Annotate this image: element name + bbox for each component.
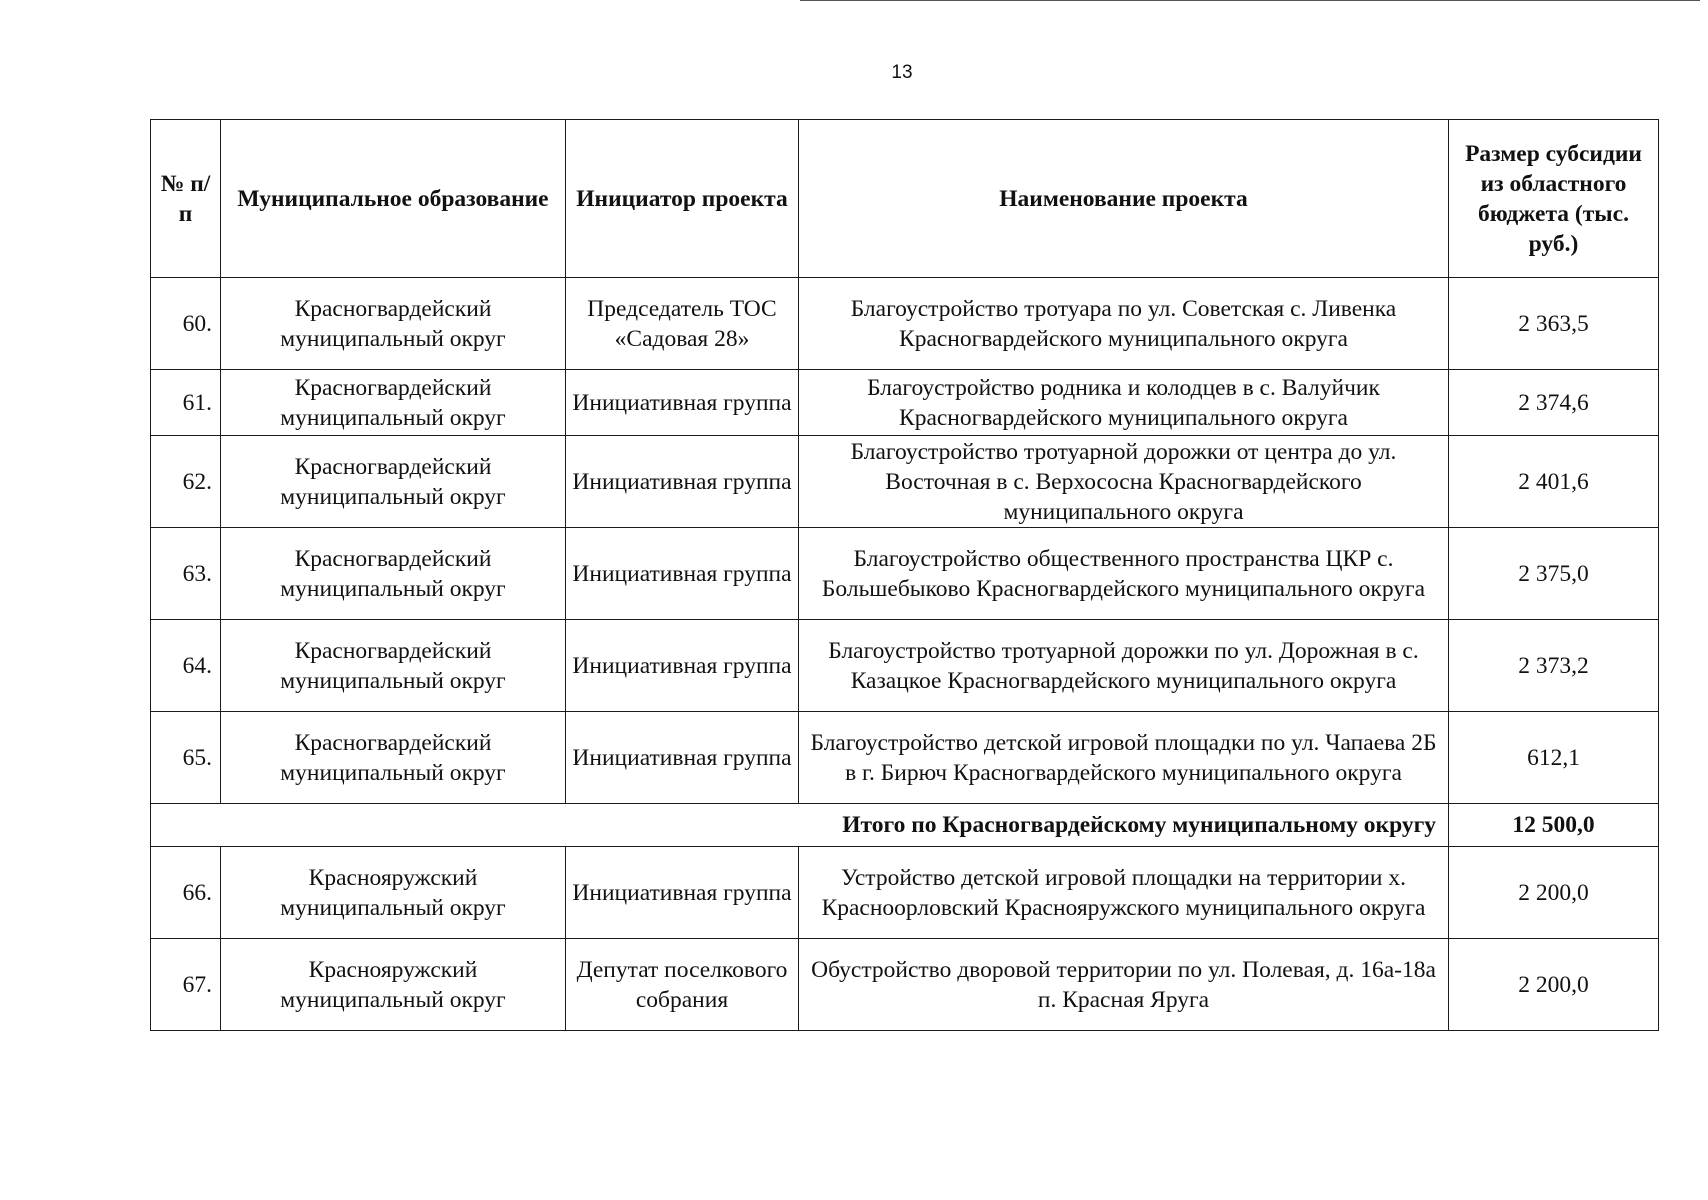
page-number: 13 <box>891 62 913 83</box>
row-municipality: Красногвардейский муниципальный округ <box>221 278 566 370</box>
table-row <box>151 436 1659 528</box>
row-num: 65. <box>151 712 221 804</box>
row-project: Благоустройство тротуарной дорожки от центра до ул. Восточная в с. Верхососна Красногвардейского муниципального округа <box>799 436 1449 528</box>
row-num: 64. <box>151 620 221 712</box>
projects-table <box>150 119 1659 1031</box>
row-initiator: Инициативная группа <box>566 847 799 939</box>
row-project: Благоустройство родника и колодцев в с. Валуйчик Красногвардейского муниципального округа <box>799 370 1449 436</box>
row-municipality: Краснояружский муниципальный округ <box>221 939 566 1031</box>
row-num: 63. <box>151 528 221 620</box>
total-amount: 12 500,0 <box>1449 804 1659 847</box>
total-label: Итого по Красногвардейскому муниципальному округу <box>151 804 1449 847</box>
row-initiator: Инициативная группа <box>566 436 799 528</box>
row-initiator: Инициативная группа <box>566 620 799 712</box>
row-num: 66. <box>151 847 221 939</box>
row-municipality: Красногвардейский муниципальный округ <box>221 712 566 804</box>
row-municipality: Краснояружский муниципальный округ <box>221 847 566 939</box>
table-row <box>151 620 1659 712</box>
header-initiator: Инициатор проекта <box>566 120 799 278</box>
row-num: 67. <box>151 939 221 1031</box>
table-row <box>151 939 1659 1031</box>
row-amount: 612,1 <box>1449 712 1659 804</box>
table-header-row <box>151 120 1659 278</box>
row-amount: 2 401,6 <box>1449 436 1659 528</box>
row-initiator: Депутат поселкового собрания <box>566 939 799 1031</box>
row-amount: 2 373,2 <box>1449 620 1659 712</box>
table-row <box>151 278 1659 370</box>
header-municipality: Муниципальное образование <box>221 120 566 278</box>
row-amount: 2 200,0 <box>1449 939 1659 1031</box>
row-project: Обустройство дворовой территории по ул. Полевая, д. 16а-18а п. Красная Яруга <box>799 939 1449 1031</box>
row-num: 60. <box>151 278 221 370</box>
row-num: 62. <box>151 436 221 528</box>
row-municipality: Красногвардейский муниципальный округ <box>221 370 566 436</box>
row-project: Благоустройство детской игровой площадки по ул. Чапаева 2Б в г. Бирюч Красногвардейского муниципального округа <box>799 712 1449 804</box>
row-amount: 2 374,6 <box>1449 370 1659 436</box>
row-initiator: Председатель ТОС «Садовая 28» <box>566 278 799 370</box>
row-num: 61. <box>151 370 221 436</box>
table-row <box>151 370 1659 436</box>
row-project: Благоустройство тротуара по ул. Советская с. Ливенка Красногвардейского муниципального округа <box>799 278 1449 370</box>
total-row <box>151 804 1659 847</box>
row-initiator: Инициативная группа <box>566 712 799 804</box>
row-amount: 2 363,5 <box>1449 278 1659 370</box>
row-municipality: Красногвардейский муниципальный округ <box>221 436 566 528</box>
row-municipality: Красногвардейский муниципальный округ <box>221 528 566 620</box>
row-initiator: Инициативная группа <box>566 370 799 436</box>
header-project: Наименование проекта <box>799 120 1449 278</box>
row-amount: 2 375,0 <box>1449 528 1659 620</box>
row-initiator: Инициативная группа <box>566 528 799 620</box>
scan-edge-line <box>800 0 1700 1</box>
table-row <box>151 847 1659 939</box>
row-municipality: Красногвардейский муниципальный округ <box>221 620 566 712</box>
row-amount: 2 200,0 <box>1449 847 1659 939</box>
table-row <box>151 712 1659 804</box>
header-num: № п/п <box>151 120 221 278</box>
table-row <box>151 528 1659 620</box>
row-project: Благоустройство общественного пространства ЦКР с. Большебыково Красногвардейского муниципального округа <box>799 528 1449 620</box>
row-project: Благоустройство тротуарной дорожки по ул. Дорожная в с. Казацкое Красногвардейского муниципального округа <box>799 620 1449 712</box>
row-project: Устройство детской игровой площадки на территории х. Красноорловский Краснояружского муниципального округа <box>799 847 1449 939</box>
header-amount: Размер субсидии из областного бюджета (тыс. руб.) <box>1449 120 1659 278</box>
